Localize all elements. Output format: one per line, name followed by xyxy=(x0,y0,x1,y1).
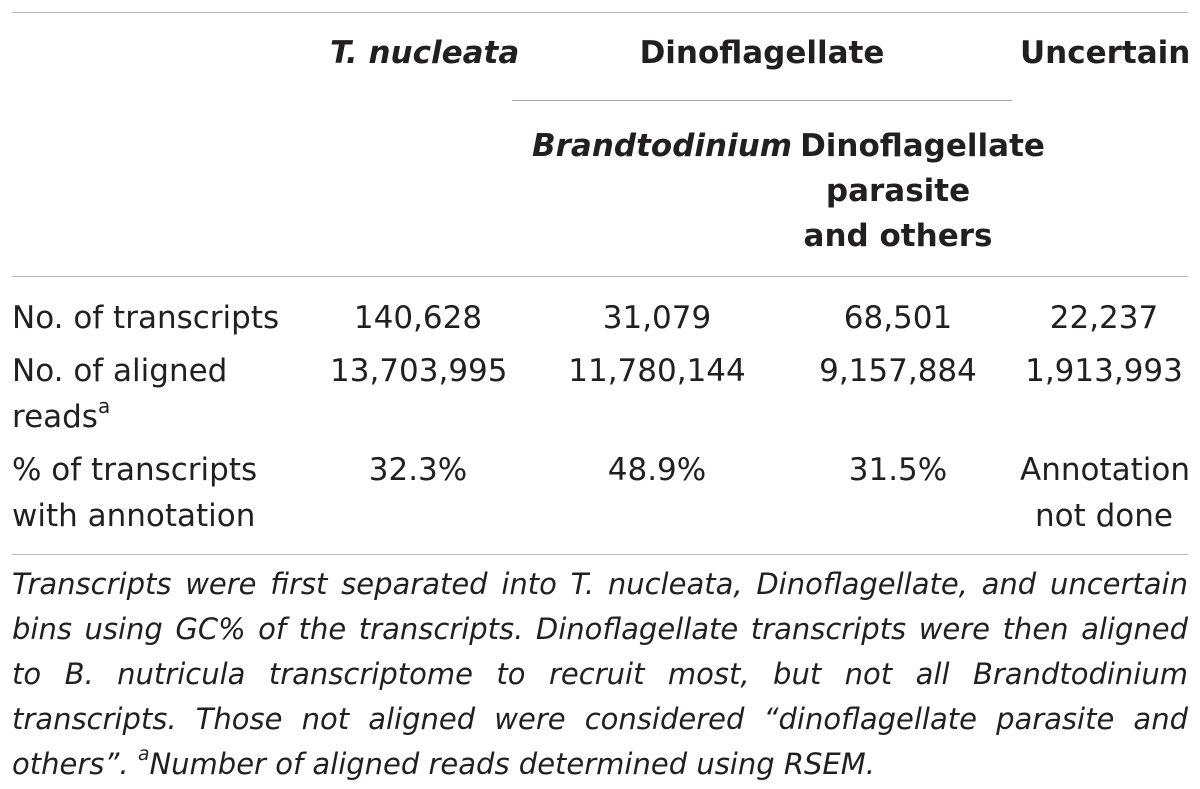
column-group-header-dinoflagellate: Dinoflagellate xyxy=(639,35,885,71)
footnote-text: Transcripts were first separated into T. nucleata, Dinoflagellate, and uncertain bins using GC% of the transcripts. Dinoflagellate transcripts were then aligned to B. nutricula transcriptome to recruit most, but not all Brandtodinium transcripts. Those not aligned were considered “dinoflagellate parasite and others”. xyxy=(12,567,1188,781)
column-header-t-nucleata: T. nucleata xyxy=(330,35,520,71)
row-label-aligned-reads-text: reads xyxy=(12,399,98,435)
row-label-aligned-reads-line2 xyxy=(12,394,110,440)
table-cell: 11,780,144 xyxy=(568,353,746,389)
table-cell: 13,703,995 xyxy=(330,353,508,389)
footnote-marker-a: a xyxy=(137,742,150,765)
table-cell-annotation-line2: not done xyxy=(1035,498,1173,534)
footnote-marker-a: a xyxy=(97,394,111,418)
row-label-aligned-reads-line1: No. of aligned xyxy=(12,353,228,389)
header-bottom-rule xyxy=(12,276,1188,277)
column-header-brandtodinium: Brandtodinium xyxy=(532,128,793,164)
table-cell: 1,913,993 xyxy=(1025,353,1183,389)
table-cell: 22,237 xyxy=(1049,300,1159,336)
column-header-dinoflagellate-parasite-line2: parasite xyxy=(825,173,971,209)
table-cell: 32.3% xyxy=(368,452,468,488)
group-underline-rule xyxy=(512,100,1012,101)
row-label-annotation-line2: with annotation xyxy=(12,498,256,534)
column-header-uncertain: Uncertain xyxy=(1020,35,1191,71)
table-top-rule xyxy=(12,12,1188,13)
row-label-transcripts: No. of transcripts xyxy=(12,300,280,336)
table-cell: 9,157,884 xyxy=(819,353,977,389)
row-label-annotation-line1: % of transcripts xyxy=(12,452,258,488)
table-bottom-rule xyxy=(12,554,1188,555)
table-cell: 68,501 xyxy=(843,300,953,336)
table-cell: 31,079 xyxy=(602,300,712,336)
table-cell: 48.9% xyxy=(607,452,707,488)
table-cell: 140,628 xyxy=(353,300,483,336)
table-cell-annotation-line1: Annotation xyxy=(1020,452,1191,488)
column-header-dinoflagellate-parasite-line3: and others xyxy=(803,218,993,254)
table-footnote xyxy=(12,562,1188,787)
footnote-tail-text: Number of aligned reads determined using RSEM. xyxy=(149,747,875,781)
table-cell: 31.5% xyxy=(848,452,948,488)
column-header-dinoflagellate-parasite-line1: Dinoflagellate xyxy=(800,128,1045,164)
